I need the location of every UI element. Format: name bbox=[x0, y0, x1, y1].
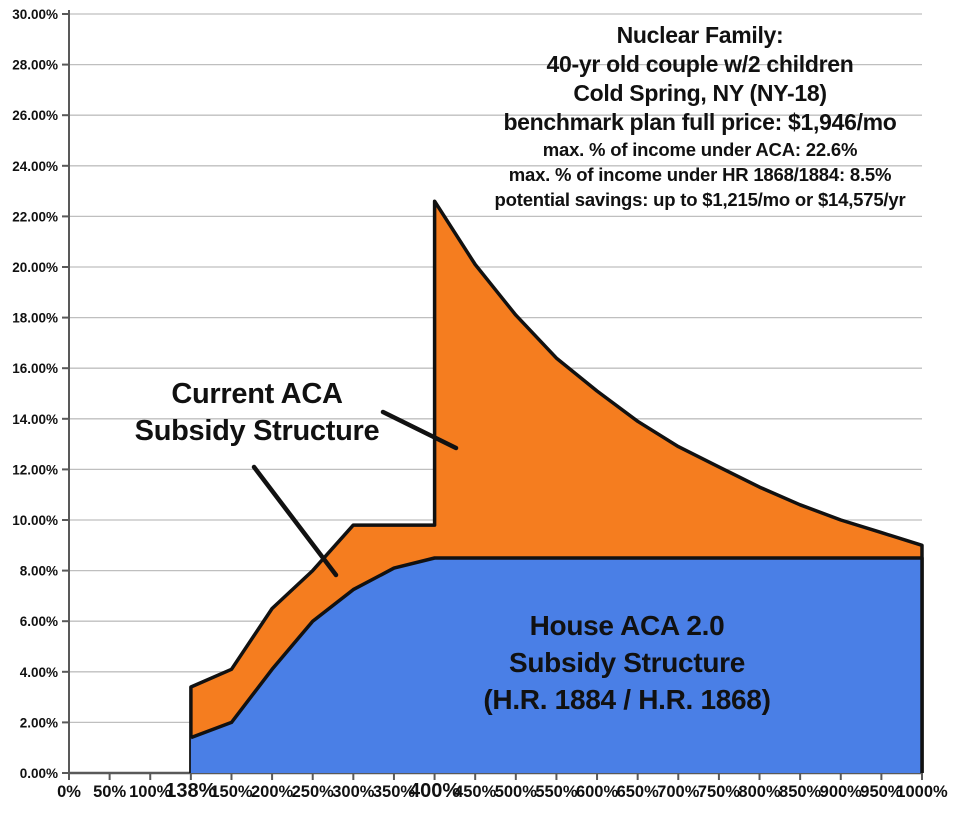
y-axis-label: 16.00% bbox=[12, 361, 58, 377]
y-axis-label: 22.00% bbox=[12, 209, 58, 225]
y-axis-label: 14.00% bbox=[12, 411, 58, 427]
x-axis-label: 450% bbox=[454, 783, 497, 801]
x-axis-label: 800% bbox=[738, 783, 781, 801]
label-line: Current ACA bbox=[171, 378, 343, 410]
label-line: Subsidy Structure bbox=[134, 415, 380, 447]
x-axis-label: 700% bbox=[657, 783, 700, 801]
y-axis-label: 6.00% bbox=[19, 614, 58, 630]
label-line: Subsidy Structure bbox=[508, 647, 746, 678]
y-axis-label: 24.00% bbox=[12, 158, 58, 174]
y-axis-label: 0.00% bbox=[19, 766, 58, 781]
house-aca-series-label bbox=[447, 607, 807, 718]
y-axis-label: 8.00% bbox=[19, 563, 58, 579]
info-line: potential savings: up to $1,215/mo or $14,575/yr bbox=[494, 189, 906, 210]
x-axis-label: 850% bbox=[779, 783, 822, 801]
y-axis-label: 30.00% bbox=[12, 7, 58, 22]
info-line: max. % of income under HR 1868/1884: 8.5% bbox=[508, 164, 892, 185]
x-axis-label: 300% bbox=[332, 783, 375, 801]
y-axis-label: 28.00% bbox=[12, 57, 58, 73]
x-axis-label: 350% bbox=[372, 783, 416, 801]
info-line: Nuclear Family: bbox=[616, 22, 784, 48]
x-axis-label: 50% bbox=[93, 783, 127, 801]
y-axis-label: 2.00% bbox=[19, 715, 58, 731]
scenario-info-annotation bbox=[420, 21, 954, 212]
x-axis-label: 400% bbox=[408, 780, 461, 802]
y-axis-label: 12.00% bbox=[12, 462, 58, 478]
leader-line bbox=[254, 467, 336, 575]
info-line: 40-yr old couple w/2 children bbox=[546, 51, 854, 77]
x-axis-label: 950% bbox=[860, 783, 903, 801]
y-axis-label: 20.00% bbox=[12, 260, 58, 275]
x-axis-label: 1000% bbox=[896, 783, 948, 801]
x-axis-label: 200% bbox=[250, 783, 294, 801]
x-axis-label: 600% bbox=[575, 783, 619, 801]
x-axis-label: 150% bbox=[210, 783, 253, 801]
x-axis-label: 650% bbox=[616, 783, 659, 801]
y-axis-label: 26.00% bbox=[12, 108, 58, 124]
info-line: benchmark plan full price: $1,946/mo bbox=[503, 109, 897, 135]
y-axis-label: 4.00% bbox=[19, 664, 58, 680]
x-axis-label: 900% bbox=[819, 783, 862, 801]
x-axis-label: 550% bbox=[535, 783, 578, 801]
y-axis-label: 18.00% bbox=[12, 310, 58, 326]
x-axis-label: 138% bbox=[165, 780, 217, 802]
x-axis-label: 0% bbox=[57, 783, 81, 801]
x-axis-label: 250% bbox=[291, 783, 334, 801]
info-line: Cold Spring, NY (NY-18) bbox=[573, 80, 827, 106]
y-axis-label: 10.00% bbox=[12, 513, 58, 528]
info-line: max. % of income under ACA: 22.6% bbox=[542, 139, 858, 160]
x-axis-label: 750% bbox=[697, 783, 741, 801]
label-line: House ACA 2.0 bbox=[529, 610, 725, 641]
x-axis-label: 100% bbox=[129, 783, 172, 801]
x-axis-label: 500% bbox=[494, 783, 537, 801]
current-aca-series-label bbox=[102, 376, 412, 450]
label-line: (H.R. 1884 / H.R. 1868) bbox=[483, 684, 771, 715]
